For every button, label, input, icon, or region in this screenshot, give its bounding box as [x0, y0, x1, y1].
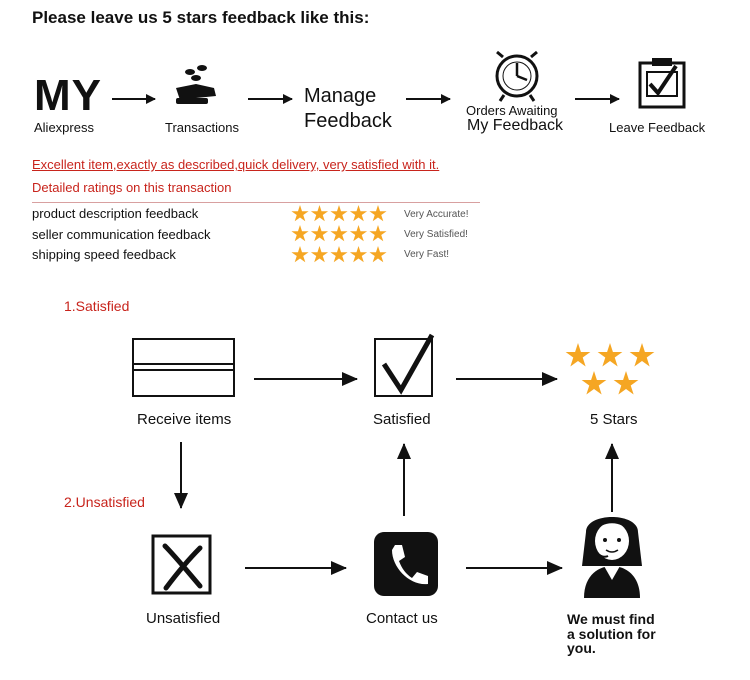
rating-star	[291, 225, 308, 241]
rating-stars	[291, 205, 386, 262]
solution-line-2: a solution for	[567, 625, 656, 642]
check-icon	[375, 335, 432, 396]
unsatisfied-label: Unsatisfied	[146, 610, 221, 627]
support-agent-icon	[582, 517, 642, 598]
solution-line-3: you.	[567, 640, 596, 657]
rating-star	[291, 205, 308, 221]
rating-star	[311, 225, 328, 241]
orders-awaiting-label: Orders Awaiting	[466, 103, 558, 118]
rating-star	[311, 246, 328, 262]
rating-star	[330, 205, 347, 221]
satisfied-label: Satisfied	[373, 411, 431, 428]
unsatisfied-heading: 2.Unsatisfied	[64, 494, 145, 510]
my-aliexpress-logo: MY	[34, 71, 102, 120]
rating-label-product: product description feedback	[32, 206, 199, 221]
ratings-heading: Detailed ratings on this transaction	[32, 180, 232, 195]
rating-star	[311, 205, 328, 221]
five-stars-label: 5 Stars	[590, 411, 638, 428]
leave-feedback-label: Leave Feedback	[609, 120, 706, 135]
rating-star	[369, 225, 386, 241]
transactions-label: Transactions	[165, 120, 239, 135]
phone-icon	[374, 532, 438, 596]
example-comment: Excellent item,exactly as described,quick delivery, very satisfied with it.	[32, 157, 440, 172]
clock-icon	[497, 52, 537, 101]
rating-star	[369, 205, 386, 221]
rating-star	[350, 205, 367, 221]
rating-note-product: Very Accurate!	[404, 209, 469, 220]
solution-text	[567, 612, 677, 656]
feedback-line: Feedback	[304, 110, 392, 132]
x-box-icon	[153, 536, 210, 593]
rating-star	[330, 225, 347, 241]
aliexpress-label: Aliexpress	[34, 120, 94, 135]
divider	[32, 202, 480, 203]
rating-star	[291, 246, 308, 262]
my-feedback-label: My Feedback	[467, 117, 564, 134]
rating-star	[350, 225, 367, 241]
rating-label-shipping: shipping speed feedback	[32, 247, 176, 262]
rating-note-communication: Very Satisfied!	[404, 229, 468, 240]
clipboard-check-icon	[640, 58, 684, 107]
rating-star	[369, 246, 386, 262]
rating-star	[330, 246, 347, 262]
rating-star	[350, 246, 367, 262]
satisfied-heading: 1.Satisfied	[64, 298, 130, 314]
solution-line-1: We must find	[567, 611, 655, 627]
manage-line: Manage	[304, 85, 377, 107]
rating-label-communication: seller communication feedback	[32, 227, 211, 242]
rating-note-shipping: Very Fast!	[404, 249, 450, 260]
page-title: Please leave us 5 stars feedback like this:	[32, 8, 370, 27]
contact-us-label: Contact us	[366, 610, 438, 627]
receive-items-label: Receive items	[137, 411, 232, 428]
hand-coins-icon	[176, 65, 216, 104]
box-icon	[133, 339, 234, 396]
manage-feedback-label	[304, 84, 392, 134]
five-stars-icon	[566, 343, 655, 395]
